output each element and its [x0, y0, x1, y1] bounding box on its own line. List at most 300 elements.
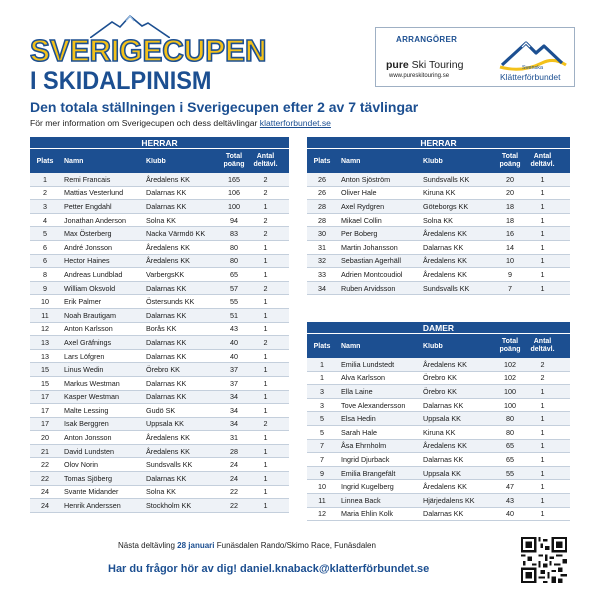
cell-klubb: Dalarnas KK: [146, 392, 187, 402]
cell-plats: 6: [43, 242, 47, 252]
col-total: Total poäng: [499, 338, 521, 353]
cell-antal: 1: [540, 256, 545, 266]
cell-plats: 3: [320, 386, 324, 396]
cell-total: 80: [230, 256, 238, 266]
table-header: [307, 149, 570, 173]
cell-antal: 1: [540, 509, 545, 519]
cell-plats: 17: [41, 419, 49, 429]
cell-total: 55: [506, 468, 514, 478]
cell-total: 80: [506, 427, 514, 437]
qr-code-icon[interactable]: [521, 537, 567, 583]
cell-klubb: Örebro KK: [146, 365, 180, 375]
cell-namn: Jonathan Anderson: [64, 215, 126, 225]
cell-total: 37: [230, 365, 238, 375]
cell-antal: 2: [263, 283, 268, 293]
page-title: Den totala ställningen i Sverigecupen efter 2 av 7 tävlingar: [30, 99, 419, 115]
cell-plats: 24: [41, 487, 49, 497]
cell-namn: Malte Lessing: [64, 405, 109, 415]
cell-plats: 12: [41, 324, 49, 334]
table-row: [307, 494, 570, 508]
cell-namn: Sebastian Agerhäll: [341, 256, 401, 266]
cell-antal: 1: [263, 501, 268, 511]
cell-klubb: Dalarnas KK: [146, 473, 187, 483]
table-row: [307, 453, 570, 467]
cell-namn: Anton Jonsson: [64, 433, 112, 443]
cell-antal: 1: [540, 269, 545, 279]
col-total: Total poäng: [499, 153, 521, 168]
cell-namn: Tomas Sjöberg: [64, 473, 112, 483]
table-body: [30, 173, 289, 513]
table-row: [307, 241, 570, 255]
klatterforbundet-link[interactable]: klatterforbundet.se: [259, 118, 331, 128]
cell-plats: 15: [41, 365, 49, 375]
cell-klubb: Dalarnas KK: [423, 509, 464, 519]
cell-total: 14: [506, 242, 514, 252]
table-row: [307, 187, 570, 201]
cell-namn: Emilia Lundstedt: [341, 359, 395, 369]
cell-total: 24: [230, 460, 238, 470]
cell-namn: Ella Laine: [341, 386, 373, 396]
sverigecupen-logo: [28, 14, 267, 95]
table-row: [307, 467, 570, 481]
cell-namn: Anton Sjöström: [341, 174, 391, 184]
cell-klubb: Dalarnas KK: [146, 201, 187, 211]
cell-antal: 1: [263, 365, 268, 375]
cell-namn: Henrik Anderssen: [64, 501, 121, 511]
cell-antal: 2: [263, 188, 268, 198]
cell-antal: 1: [263, 446, 268, 456]
cell-antal: 1: [263, 405, 268, 415]
cell-namn: Adrien Montcoudiol: [341, 269, 403, 279]
cell-antal: 2: [263, 229, 268, 239]
pst-url[interactable]: www.pureskitouring.se: [389, 73, 450, 79]
cell-klubb: Åredalens KK: [146, 174, 190, 184]
cell-plats: 15: [41, 378, 49, 388]
cell-klubb: Dalarnas KK: [146, 378, 187, 388]
cell-plats: 20: [41, 433, 49, 443]
col-antal: Antal deltävl.: [530, 338, 555, 353]
cell-total: 106: [228, 188, 240, 198]
subline-text: För mer information om Sverigecupen och dess deltävlingar: [30, 118, 258, 128]
cell-antal: 1: [540, 188, 545, 198]
cell-plats: 1: [320, 359, 324, 369]
col-plats: Plats: [313, 157, 331, 165]
cell-antal: 2: [540, 359, 545, 369]
cell-plats: 12: [318, 509, 326, 519]
pst-pure: pure: [386, 59, 409, 71]
table-row: [307, 282, 570, 296]
cell-plats: 5: [320, 427, 324, 437]
cell-plats: 13: [41, 351, 49, 361]
table-body: [307, 173, 570, 295]
col-klubb: Klubb: [423, 157, 443, 165]
cell-namn: Maria Ehlin Kolk: [341, 509, 393, 519]
cell-total: 28: [230, 446, 238, 456]
cell-klubb: Åredalens KK: [146, 242, 190, 252]
cell-klubb: Åredalens KK: [146, 433, 190, 443]
table-caption: HERRAR: [307, 137, 570, 149]
cell-total: 100: [228, 201, 240, 211]
cell-plats: 9: [320, 468, 324, 478]
cell-plats: 21: [41, 446, 49, 456]
table-row: [30, 445, 289, 459]
cell-total: 31: [230, 433, 238, 443]
col-antal: Antal deltävl.: [530, 153, 555, 168]
cell-plats: 7: [320, 441, 324, 451]
cell-plats: 3: [43, 201, 47, 211]
cell-plats: 3: [320, 400, 324, 410]
next-rest: Funäsdalen Rando/Skimo Race, Funäsdalen: [214, 541, 376, 550]
logo-line-2: I SKIDALPINISM: [30, 67, 212, 95]
cell-klubb: Uppsala KK: [423, 414, 461, 424]
cell-namn: Axel Gräfnings: [64, 337, 112, 347]
table-row: [30, 363, 289, 377]
cell-klubb: Uppsala KK: [146, 419, 184, 429]
cell-namn: Linus Wedin: [64, 365, 104, 375]
cell-antal: 1: [263, 392, 268, 402]
cell-klubb: Dalarnas KK: [146, 188, 187, 198]
cell-namn: Oliver Hale: [341, 188, 377, 198]
table-body: [307, 358, 570, 521]
cell-klubb: Örebro KK: [423, 373, 457, 383]
cell-namn: Max Österberg: [64, 229, 112, 239]
table-herrar-right: [307, 137, 570, 295]
cell-plats: 8: [43, 269, 47, 279]
cell-klubb: Nacka Värmdö KK: [146, 229, 206, 239]
table-row: [30, 458, 289, 472]
cell-total: 80: [230, 242, 238, 252]
table-row: [30, 255, 289, 269]
cell-klubb: Sundsvalls KK: [423, 283, 470, 293]
cell-klubb: Dalarnas KK: [423, 454, 464, 464]
table-row: [30, 486, 289, 500]
cell-namn: Ruben Arvidsson: [341, 283, 396, 293]
cell-klubb: Åredalens KK: [423, 441, 467, 451]
cell-plats: 26: [318, 174, 326, 184]
table-row: [307, 412, 570, 426]
arranger-title: ARRANGÖRER: [396, 35, 458, 44]
col-klubb: Klubb: [146, 157, 166, 165]
cell-total: 43: [506, 495, 514, 505]
cell-antal: 1: [540, 454, 545, 464]
table-row: [307, 173, 570, 187]
pst-rest: Ski Touring: [408, 59, 464, 71]
cell-klubb: Hjärjedalens KK: [423, 495, 475, 505]
cell-namn: Svante Midander: [64, 487, 119, 497]
cell-namn: Andreas Lundblad: [64, 269, 123, 279]
cell-namn: Noah Brautigam: [64, 310, 116, 320]
table-row: [30, 227, 289, 241]
cell-namn: Hector Haines: [64, 256, 110, 266]
cell-total: 37: [230, 378, 238, 388]
cell-namn: Isak Berggren: [64, 419, 109, 429]
cell-namn: Kasper Westman: [64, 392, 119, 402]
cell-klubb: Åredalens KK: [423, 229, 467, 239]
table-row: [30, 404, 289, 418]
cell-antal: 1: [540, 215, 545, 225]
table-caption: DAMER: [307, 322, 570, 334]
cell-namn: Mikael Collin: [341, 215, 382, 225]
cell-plats: 2: [43, 188, 47, 198]
table-herrar-left: [30, 137, 289, 513]
cell-total: 20: [506, 174, 514, 184]
cell-namn: Per Boberg: [341, 229, 378, 239]
cell-klubb: Dalarnas KK: [146, 351, 187, 361]
table-row: [30, 323, 289, 337]
cell-klubb: Göteborgs KK: [423, 201, 469, 211]
cell-namn: Lars Löfgren: [64, 351, 105, 361]
cell-klubb: Åredalens KK: [146, 446, 190, 456]
cell-klubb: VarbergsKK: [146, 269, 185, 279]
col-namn: Namn: [341, 157, 361, 165]
cell-namn: Alva Karlsson: [341, 373, 385, 383]
cell-total: 100: [504, 386, 516, 396]
cell-klubb: Åredalens KK: [423, 359, 467, 369]
cell-namn: Åsa Ehrnholm: [341, 441, 387, 451]
cell-antal: 1: [263, 351, 268, 361]
cell-klubb: Dalarnas KK: [146, 310, 187, 320]
cell-antal: 2: [263, 419, 268, 429]
pure-ski-touring-logo[interactable]: [386, 59, 463, 71]
cell-plats: 5: [320, 414, 324, 424]
cell-plats: 7: [320, 454, 324, 464]
cell-total: 7: [508, 283, 512, 293]
col-namn: Namn: [341, 342, 361, 350]
cell-plats: 1: [320, 373, 324, 383]
table-row: [30, 499, 289, 513]
cell-total: 102: [504, 373, 516, 383]
cell-total: 16: [506, 229, 514, 239]
cell-antal: 2: [263, 215, 268, 225]
cell-plats: 31: [318, 242, 326, 252]
cell-total: 40: [230, 351, 238, 361]
table-row: [30, 418, 289, 432]
cell-klubb: Solna KK: [146, 487, 176, 497]
cell-total: 102: [504, 359, 516, 369]
col-namn: Namn: [64, 157, 84, 165]
cell-total: 80: [506, 414, 514, 424]
skf-small-text: Svenska: [522, 65, 544, 71]
cell-antal: 1: [263, 201, 268, 211]
table-header: [30, 149, 289, 173]
cell-antal: 1: [540, 427, 545, 437]
cell-klubb: Solna KK: [423, 215, 453, 225]
table-row: [30, 187, 289, 201]
cell-antal: 1: [540, 242, 545, 252]
table-row: [307, 399, 570, 413]
cell-klubb: Sundsvalls KK: [423, 174, 470, 184]
cell-antal: 1: [540, 468, 545, 478]
table-caption: HERRAR: [30, 137, 289, 149]
cell-antal: 1: [263, 460, 268, 470]
cell-total: 65: [230, 269, 238, 279]
cell-klubb: Åredalens KK: [423, 482, 467, 492]
cell-total: 18: [506, 215, 514, 225]
cell-antal: 1: [263, 378, 268, 388]
table-row: [307, 508, 570, 522]
cell-klubb: Kiruna KK: [423, 188, 456, 198]
cell-klubb: Sundsvalls KK: [146, 460, 193, 470]
cell-total: 18: [506, 201, 514, 211]
skf-big-text: Klätterförbundet: [500, 72, 561, 82]
cell-namn: David Lundsten: [64, 446, 114, 456]
cell-antal: 1: [540, 414, 545, 424]
table-row: [30, 214, 289, 228]
cell-namn: Linnea Back: [341, 495, 381, 505]
cell-antal: 1: [263, 473, 268, 483]
col-klubb: Klubb: [423, 342, 443, 350]
cell-antal: 2: [263, 337, 268, 347]
arranger-box: [375, 27, 575, 87]
cell-plats: 28: [318, 201, 326, 211]
col-antal: Antal deltävl.: [253, 153, 278, 168]
cell-klubb: Borås KK: [146, 324, 177, 334]
cell-namn: Tove Alexandersson: [341, 400, 406, 410]
table-row: [30, 241, 289, 255]
cell-namn: Elsa Hedin: [341, 414, 376, 424]
cell-namn: André Jonsson: [64, 242, 112, 252]
cell-total: 20: [506, 188, 514, 198]
cell-klubb: Dalarnas KK: [423, 400, 464, 410]
cell-klubb: Östersunds KK: [146, 297, 195, 307]
table-row: [307, 268, 570, 282]
cell-namn: Emilia Brangefält: [341, 468, 396, 478]
cell-klubb: Åredalens KK: [423, 269, 467, 279]
next-prefix: Nästa deltävling: [118, 541, 178, 550]
cell-antal: 1: [263, 256, 268, 266]
cell-namn: Martin Johansson: [341, 242, 398, 252]
cell-antal: 1: [263, 297, 268, 307]
cell-klubb: Stockholm KK: [146, 501, 192, 511]
cell-total: 165: [228, 174, 240, 184]
cell-klubb: Dalarnas KK: [146, 283, 187, 293]
table-row: [307, 440, 570, 454]
cell-plats: 30: [318, 229, 326, 239]
cell-klubb: Åredalens KK: [146, 256, 190, 266]
cell-antal: 1: [263, 310, 268, 320]
cell-plats: 9: [43, 283, 47, 293]
cell-antal: 2: [263, 174, 268, 184]
cell-namn: Ingrid Djurback: [341, 454, 390, 464]
cell-antal: 1: [540, 386, 545, 396]
cell-klubb: Dalarnas KK: [423, 242, 464, 252]
cell-plats: 11: [41, 310, 49, 320]
cell-plats: 11: [318, 495, 326, 505]
cell-antal: 1: [540, 441, 545, 451]
cell-namn: Ingrid Kugelberg: [341, 482, 394, 492]
cell-plats: 32: [318, 256, 326, 266]
table-row: [30, 391, 289, 405]
cell-klubb: Åredalens KK: [423, 256, 467, 266]
cell-namn: Markus Westman: [64, 378, 120, 388]
next-competition: [118, 541, 376, 550]
table-row: [30, 472, 289, 486]
cell-antal: 1: [540, 229, 545, 239]
cell-klubb: Solna KK: [146, 215, 176, 225]
table-row: [30, 377, 289, 391]
table-row: [307, 480, 570, 494]
cell-plats: 22: [41, 460, 49, 470]
table-damer: [307, 322, 570, 521]
cell-total: 43: [230, 324, 238, 334]
cell-total: 51: [230, 310, 238, 320]
cell-namn: Anton Karlsson: [64, 324, 113, 334]
cell-plats: 22: [41, 473, 49, 483]
cell-antal: 1: [540, 482, 545, 492]
cell-namn: Mattias Vesterlund: [64, 188, 124, 198]
cell-total: 22: [230, 501, 238, 511]
table-row: [307, 200, 570, 214]
col-plats: Plats: [36, 157, 54, 165]
cell-total: 9: [508, 269, 512, 279]
cell-plats: 1: [43, 174, 47, 184]
cell-total: 34: [230, 405, 238, 415]
cell-klubb: Gudö SK: [146, 405, 176, 415]
cell-plats: 33: [318, 269, 326, 279]
cell-total: 65: [506, 441, 514, 451]
cell-total: 83: [230, 229, 238, 239]
cell-plats: 13: [41, 337, 49, 347]
table-row: [30, 173, 289, 187]
cell-plats: 5: [43, 229, 47, 239]
cell-antal: 2: [540, 373, 545, 383]
cell-antal: 1: [263, 324, 268, 334]
cell-antal: 1: [540, 283, 545, 293]
cell-total: 55: [230, 297, 238, 307]
cell-namn: Axel Rydgren: [341, 201, 385, 211]
table-row: [307, 426, 570, 440]
logo-line-1: SVERIGECUPEN: [30, 33, 267, 68]
cell-plats: 17: [41, 392, 49, 402]
cell-plats: 17: [41, 405, 49, 415]
table-row: [30, 350, 289, 364]
cell-total: 94: [230, 215, 238, 225]
cell-plats: 10: [318, 482, 326, 492]
table-row: [307, 227, 570, 241]
cell-plats: 10: [41, 297, 49, 307]
cell-antal: 1: [540, 495, 545, 505]
cell-total: 40: [506, 509, 514, 519]
contact-line[interactable]: Har du frågor hör av dig! daniel.knaback@klatterförbundet.se: [108, 563, 430, 575]
cell-namn: Erik Palmer: [64, 297, 102, 307]
table-row: [30, 268, 289, 282]
table-row: [30, 200, 289, 214]
col-plats: Plats: [313, 342, 331, 350]
cell-klubb: Dalarnas KK: [146, 337, 187, 347]
table-row: [30, 336, 289, 350]
cell-total: 65: [506, 454, 514, 464]
col-total: Total poäng: [223, 153, 245, 168]
table-row: [307, 372, 570, 386]
cell-plats: 34: [318, 283, 326, 293]
table-row: [307, 214, 570, 228]
cell-antal: 1: [263, 242, 268, 252]
cell-namn: William Oksvold: [64, 283, 116, 293]
cell-namn: Remi Francais: [64, 174, 111, 184]
table-row: [30, 295, 289, 309]
cell-plats: 28: [318, 215, 326, 225]
cell-antal: 1: [540, 400, 545, 410]
cell-namn: Sarah Hale: [341, 427, 377, 437]
cell-plats: 4: [43, 215, 47, 225]
cell-plats: 24: [41, 501, 49, 511]
cell-antal: 1: [540, 174, 545, 184]
cell-klubb: Örebro KK: [423, 386, 457, 396]
table-row: [307, 385, 570, 399]
cell-total: 10: [506, 256, 514, 266]
cell-antal: 1: [263, 487, 268, 497]
cell-antal: 1: [263, 433, 268, 443]
